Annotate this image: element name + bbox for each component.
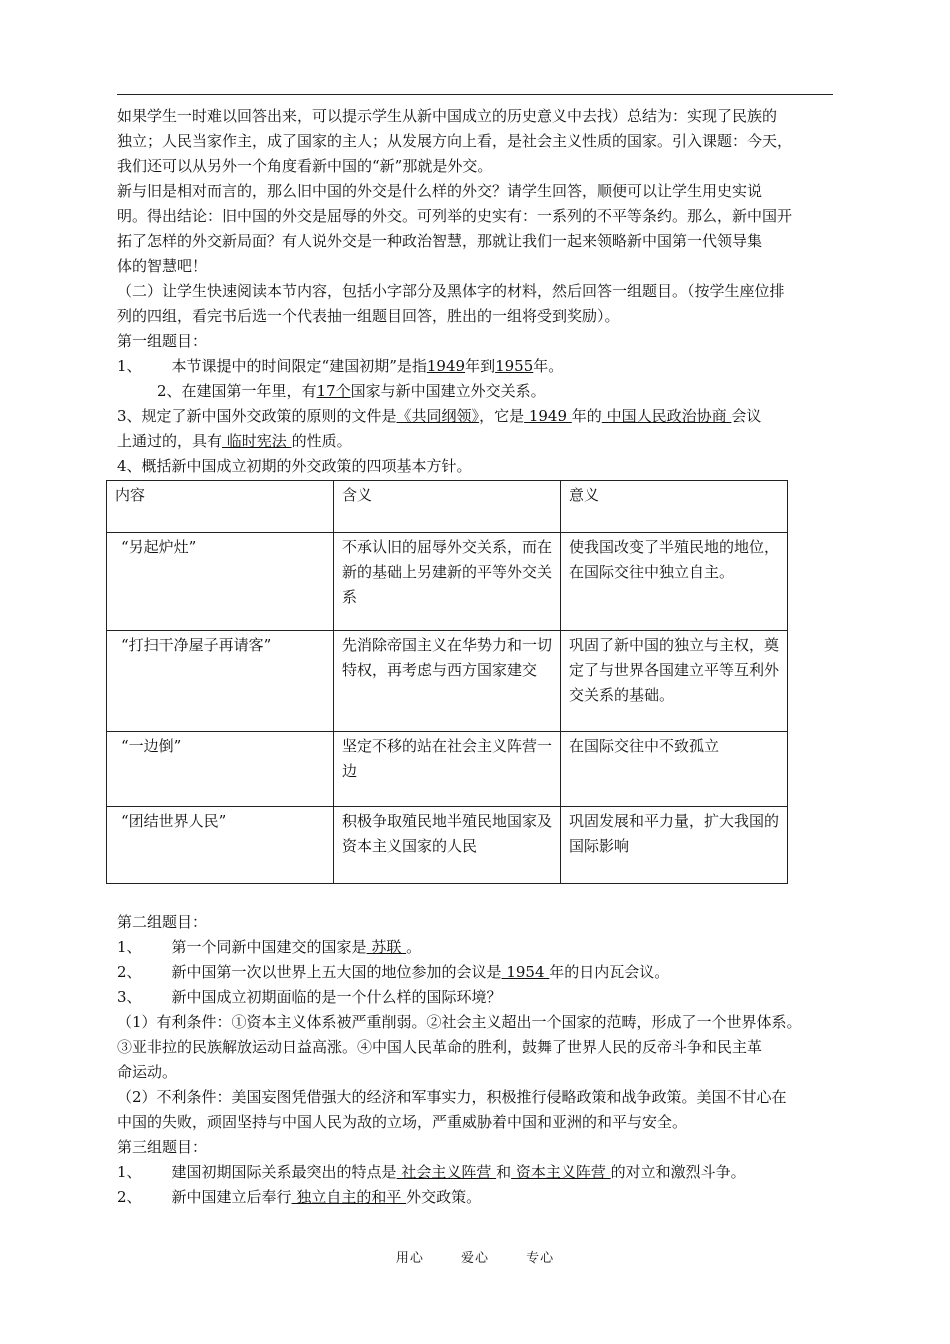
table-cell: 坚定不移的站在社会主义阵营一边 bbox=[334, 732, 561, 807]
question-text: 第一个同新中国建交的国家是 bbox=[171, 938, 367, 956]
question-number: 2、 bbox=[117, 963, 142, 981]
group1-question-3 bbox=[117, 404, 837, 429]
group2-question-1 bbox=[117, 935, 853, 960]
table-header-row bbox=[107, 481, 788, 533]
answer-blank: 17个 bbox=[316, 382, 351, 400]
question-number: 3、 bbox=[117, 988, 142, 1006]
question-number: 1、 bbox=[117, 1163, 142, 1181]
group1-question-4: 4、概括新中国成立初期的外交政策的四项基本方针。 bbox=[117, 457, 472, 475]
paragraph-line: 体的智慧吧！ bbox=[117, 257, 208, 275]
table-row bbox=[107, 807, 788, 884]
group2-question-3 bbox=[117, 985, 853, 1010]
policy-table bbox=[106, 480, 788, 884]
question-text: 的性质。 bbox=[291, 432, 352, 450]
answer-blank: 《共同纲领》 bbox=[396, 407, 480, 425]
group1-title: 第一组题目： bbox=[117, 332, 208, 350]
question-text: 新中国第一次以世界上五大国的地位参加的会议是 bbox=[171, 963, 502, 981]
answer-blank: 中国人民政治协商 bbox=[601, 407, 732, 425]
table-cell: 积极争取殖民地半殖民地国家及资本主义国家的人民 bbox=[334, 807, 561, 884]
paragraph-line: 独立；人民当家作主，成了国家的主人；从发展方向上看，是社会主义性质的国家。引入课题：今天， bbox=[117, 132, 793, 150]
table-cell: 巩固发展和平力量，扩大我国的国际影响 bbox=[561, 807, 788, 884]
question-text: 本节课提中的时间限定“建国初期”是指 bbox=[171, 357, 427, 375]
table-cell: 不承认旧的屈辱外交关系，而在新的基础上另建新的平等外交关系 bbox=[334, 533, 561, 631]
answer-blank: 1949 bbox=[426, 357, 466, 375]
answer-blank: 1954 bbox=[501, 963, 550, 981]
question-text: 。 bbox=[406, 938, 422, 956]
paragraph-line: ③亚非拉的民族解放运动日益高涨。④中国人民革命的胜利，鼓舞了世界人民的反帝斗争和民主革 bbox=[117, 1038, 763, 1056]
table-header-cell: 意义 bbox=[561, 481, 788, 533]
question-text: 年的日内瓦会议。 bbox=[549, 963, 670, 981]
footer-text: 用心 bbox=[395, 1251, 424, 1266]
table-cell: “一边倒” bbox=[107, 732, 334, 807]
footer-text: 专心 bbox=[526, 1251, 555, 1266]
paragraph-line: 我们还可以从另外一个角度看新中国的“新”那就是外交。 bbox=[117, 157, 493, 175]
question-text: 年的 bbox=[571, 407, 602, 425]
footer-text: 爱心 bbox=[460, 1251, 489, 1266]
table-cell: “打扫干净屋子再请客” bbox=[107, 631, 334, 732]
table-header-cell: 含义 bbox=[334, 481, 561, 533]
document-body-continued bbox=[117, 910, 853, 1210]
paragraph-line: 中国的失败，顽固坚持与中国人民为敌的立场，严重威胁着中国和亚洲的和平与安全。 bbox=[117, 1113, 688, 1131]
question-text: 建国初期国际关系最突出的特点是 bbox=[171, 1163, 397, 1181]
question-number: 1、 bbox=[117, 938, 142, 956]
paragraph-line: 如果学生一时难以回答出来，可以提示学生从新中国成立的历史意义中去找）总结为：实现了民族的 bbox=[117, 107, 778, 125]
question-text: 年。 bbox=[533, 357, 564, 375]
group3-question-1 bbox=[117, 1160, 853, 1185]
paragraph-line: 新与旧是相对而言的，那么旧中国的外交是什么样的外交？请学生回答，顺便可以让学生用史实说 bbox=[117, 182, 763, 200]
header-rule bbox=[117, 94, 833, 95]
document-body bbox=[117, 104, 837, 479]
answer-blank: 1955 bbox=[495, 357, 534, 375]
group3-title: 第三组题目： bbox=[117, 1138, 208, 1156]
table-row bbox=[107, 732, 788, 807]
table-cell: 在国际交往中不致孤立 bbox=[561, 732, 788, 807]
page-footer bbox=[0, 1247, 950, 1266]
table-cell: “团结世界人民” bbox=[107, 807, 334, 884]
table-row bbox=[107, 631, 788, 732]
table-cell: 使我国改变了半殖民地的地位，在国际交往中独立自主。 bbox=[561, 533, 788, 631]
answer-blank: 临时宪法 bbox=[222, 432, 292, 450]
question-text: 国家与新中国建立外交关系。 bbox=[350, 382, 546, 400]
table-cell: 先消除帝国主义在华势力和一切特权，再考虑与西方国家建交 bbox=[334, 631, 561, 732]
question-text: 年到 bbox=[465, 357, 496, 375]
group1-question-1 bbox=[117, 354, 837, 379]
group3-question-2 bbox=[117, 1185, 853, 1210]
paragraph-line: 列的四组，看完书后选一个代表抽一组题目回答，胜出的一组将受到奖励）。 bbox=[117, 307, 620, 325]
question-number: 1、 bbox=[117, 357, 142, 375]
paragraph-line: 命运动。 bbox=[117, 1063, 178, 1081]
question-text: 和 bbox=[496, 1163, 512, 1181]
answer-blank: 社会主义阵营 bbox=[396, 1163, 497, 1181]
question-text: 3、规定了新中国外交政策的原则的文件是 bbox=[117, 407, 397, 425]
question-text: 上通过的，具有 bbox=[117, 432, 223, 450]
table-cell: “另起炉灶” bbox=[107, 533, 334, 631]
question-text: 新中国成立初期面临的是一个什么样的国际环境？ bbox=[171, 988, 502, 1006]
answer-blank: 独立自主的和平 bbox=[291, 1188, 407, 1206]
answer-blank: 1949 bbox=[524, 407, 572, 425]
table-row bbox=[107, 533, 788, 631]
table-header-cell: 内容 bbox=[107, 481, 334, 533]
question-number: 2、 bbox=[117, 1188, 142, 1206]
answer-blank: 资本主义阵营 bbox=[511, 1163, 611, 1181]
question-text: 的对立和激烈斗争。 bbox=[610, 1163, 746, 1181]
group2-title: 第二组题目： bbox=[117, 913, 208, 931]
question-text: 会议 bbox=[731, 407, 762, 425]
paragraph-line: 拓了怎样的外交新局面？有人说外交是一种政治智慧，那就让我们一起来领略新中国第一代领导集 bbox=[117, 232, 763, 250]
group2-question-2 bbox=[117, 960, 853, 985]
table-cell: 巩固了新中国的独立与主权，奠定了与世界各国建立平等互利外交关系的基础。 bbox=[561, 631, 788, 732]
group1-question-2 bbox=[117, 379, 837, 404]
question-text: 2、在建国第一年里，有 bbox=[157, 382, 317, 400]
answer-blank: 苏联 bbox=[366, 938, 407, 956]
group1-question-3-cont bbox=[117, 429, 837, 454]
paragraph-line: （二）让学生快速阅读本节内容，包括小字部分及黑体字的材料，然后回答一组题目。（按学生座位排 bbox=[117, 282, 785, 300]
paragraph-line: （2）不利条件：美国妄图凭借强大的经济和军事实力，积极推行侵略政策和战争政策。美国不甘心在 bbox=[117, 1088, 787, 1106]
question-text: ，它是 bbox=[479, 407, 525, 425]
question-text: 外交政策。 bbox=[406, 1188, 482, 1206]
question-text: 新中国建立后奉行 bbox=[171, 1188, 292, 1206]
paragraph-line: （1）有利条件：①资本主义体系被严重削弱。②社会主义超出一个国家的范畴，形成了一个世界体系。 bbox=[117, 1013, 802, 1031]
paragraph-line: 明。得出结论：旧中国的外交是屈辱的外交。可列举的史实有：一系列的不平等条约。那么，新中国开 bbox=[117, 207, 793, 225]
